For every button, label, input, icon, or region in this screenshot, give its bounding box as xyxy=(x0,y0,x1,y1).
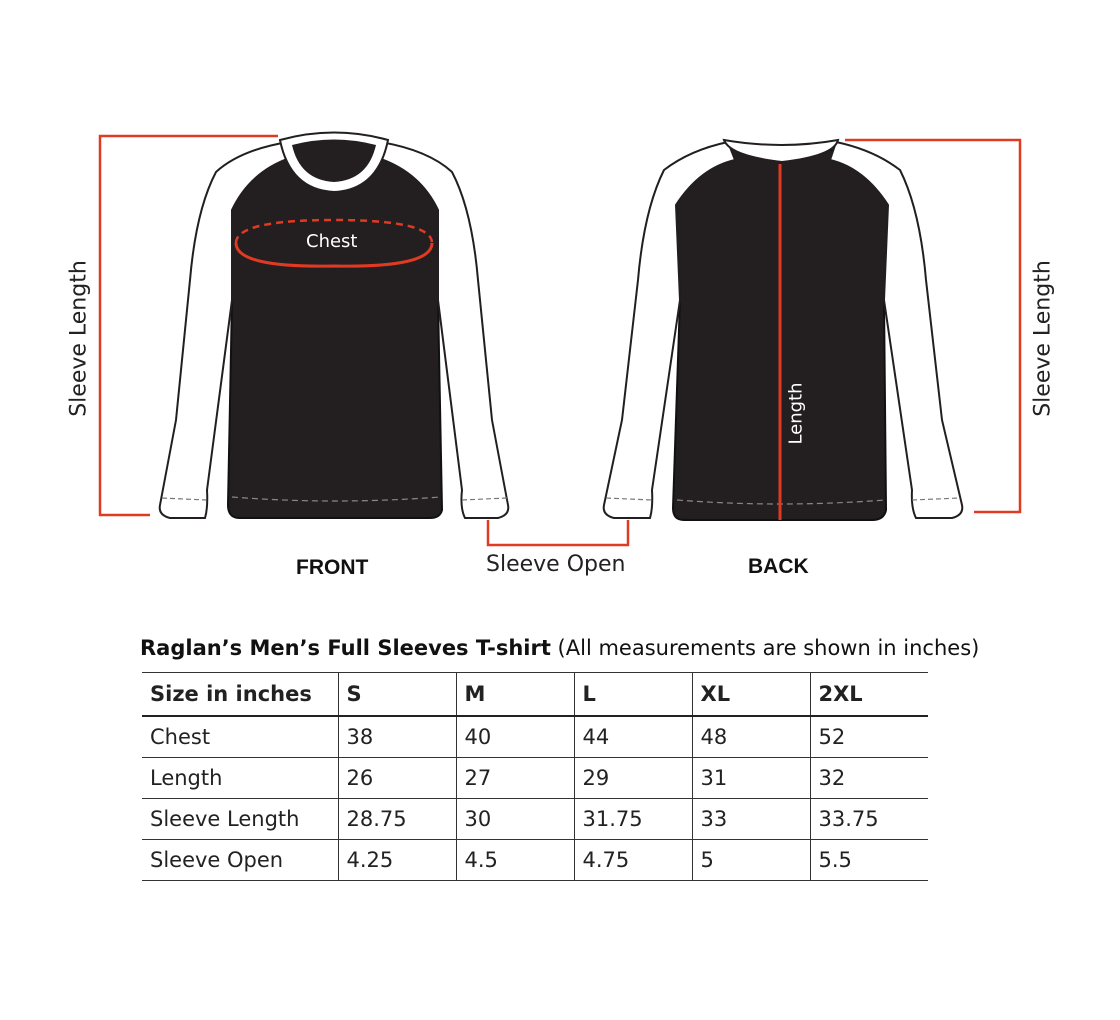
header-size-2xl: 2XL xyxy=(810,673,928,717)
table-cell: 5.5 xyxy=(810,840,928,881)
back-shirt xyxy=(604,140,963,520)
sleeve-length-label-left: Sleeve Length xyxy=(66,260,92,417)
table-cell: 31.75 xyxy=(574,799,692,840)
row-label-length: Length xyxy=(142,758,338,799)
row-label-sleeve-open: Sleeve Open xyxy=(142,840,338,881)
table-cell: 40 xyxy=(456,716,574,758)
table-cell: 44 xyxy=(574,716,692,758)
row-label-sleeve-length: Sleeve Length xyxy=(142,799,338,840)
table-header-row xyxy=(142,673,928,717)
table-cell: 30 xyxy=(456,799,574,840)
row-label-chest: Chest xyxy=(142,716,338,758)
table-row xyxy=(142,716,928,758)
header-size-s: S xyxy=(338,673,456,717)
table-cell: 33 xyxy=(692,799,810,840)
sleeve-open-bracket xyxy=(488,520,628,545)
chest-label: Chest xyxy=(306,231,358,252)
back-label: BACK xyxy=(748,555,809,578)
table-cell: 32 xyxy=(810,758,928,799)
table-row xyxy=(142,758,928,799)
table-title-note: (All measurements are shown in inches) xyxy=(550,636,980,660)
table-cell: 52 xyxy=(810,716,928,758)
table-cell: 48 xyxy=(692,716,810,758)
table-cell: 27 xyxy=(456,758,574,799)
table-cell: 26 xyxy=(338,758,456,799)
sleeve-length-label-right: Sleeve Length xyxy=(1030,260,1056,417)
size-chart-table xyxy=(142,672,928,881)
front-shirt xyxy=(160,133,509,519)
table-cell: 31 xyxy=(692,758,810,799)
table-cell: 5 xyxy=(692,840,810,881)
table-cell: 4.75 xyxy=(574,840,692,881)
header-size-m: M xyxy=(456,673,574,717)
table-cell: 28.75 xyxy=(338,799,456,840)
table-title xyxy=(140,636,979,660)
table-title-bold: Raglan’s Men’s Full Sleeves T-shirt xyxy=(140,636,551,660)
table-cell: 4.5 xyxy=(456,840,574,881)
front-body xyxy=(228,148,442,518)
table-row xyxy=(142,799,928,840)
sleeve-open-label: Sleeve Open xyxy=(486,552,626,577)
header-size-in-inches: Size in inches xyxy=(142,673,338,717)
header-size-xl: XL xyxy=(692,673,810,717)
table-row xyxy=(142,840,928,881)
length-label: Length xyxy=(785,382,807,445)
table-cell: 4.25 xyxy=(338,840,456,881)
table-cell: 38 xyxy=(338,716,456,758)
front-label: FRONT xyxy=(296,556,369,579)
table-cell: 29 xyxy=(574,758,692,799)
table-cell: 33.75 xyxy=(810,799,928,840)
header-size-l: L xyxy=(574,673,692,717)
